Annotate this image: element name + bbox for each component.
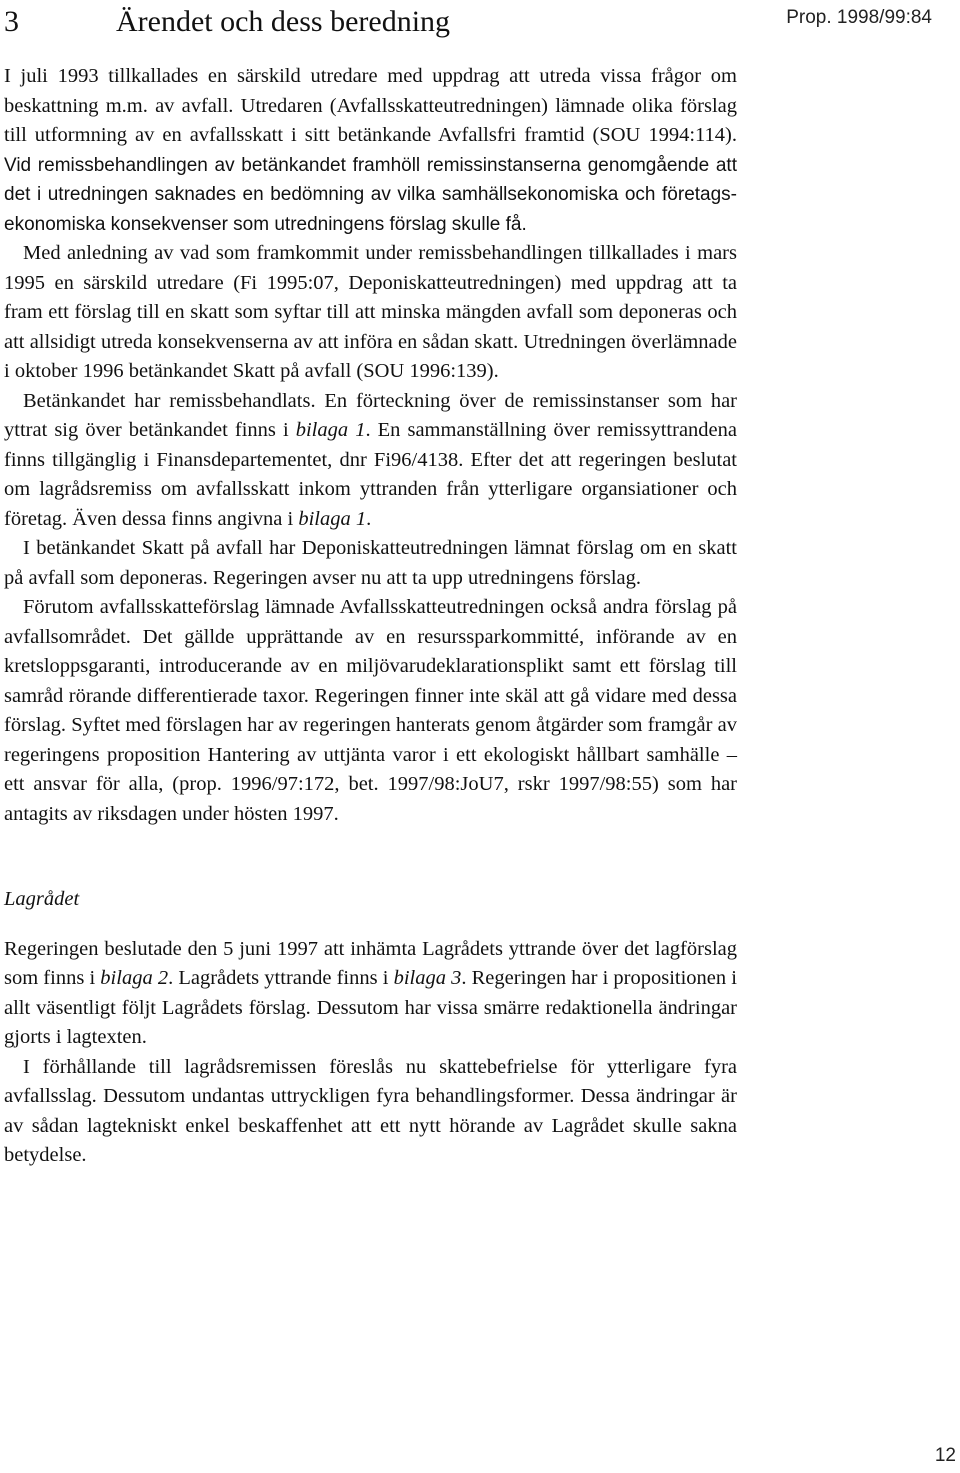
body-paragraph-2: Med anledning av vad som framkommit under remissbehandlingen tillkallades i mars 1995 en särskild utredare (Fi 1995:07, Deponiskatteutredningen) med uppdrag att ta fram ett förslag till en skatt som syftar till att minska mängden avfall som deponeras och att allsidigt utreda konsekvenserna av att införa en sådan skatt. Utredningen överlämnade i oktober 1996 betänkandet Skatt på avfall (SOU 1996:139). bbox=[4, 242, 737, 382]
body-paragraph-5: Förutom avfallsskatteförslag lämnade Avfallsskatteutredningen också andra förslag på avfallsområdet. Det gällde upprättande av en resurssparkommitté, införande av en kretsloppsgaranti, introducerande av en miljövarudeklarationsplikt samt ett förslag till samråd rörande differentierade taxor. Regeringen finner inte skäl att gå vidare med dessa förslag. Syftet med förslagen har av regeringen hanterats genom åtgärder som framgår av regeringens proposition Hantering av uttjänta varor i ett ekologiskt hållbart samhälle – ett ansvar för alla, (prop. 1996/97:172, bet. 1997/98:JoU7, rskr 1997/98:55) som har antagits av riksdagen under hösten 1997. bbox=[4, 596, 737, 825]
lagradet-paragraph-2: I förhållande till lagrådsremissen föreslås nu skattebefrielse för ytterligare fyra avfallsslag. Dessutom undantas uttryckligen fyra behandlingsformer. Dessa ändringar är av sådan lagtekniskt enkel beskaffenhet att ett nytt hörande av Lagrådet skulle sakna betydelse. bbox=[4, 1055, 737, 1166]
body-paragraph-4: I betänkandet Skatt på avfall har Deponiskatteutredningen lämnat förslag om en skatt på avfall som deponeras. Regeringen avser nu att ta upp utredningens förslag. bbox=[4, 537, 737, 589]
attachment-reference: bilaga 1 bbox=[298, 507, 367, 530]
proposition-reference: Prop. 1998/99:84 bbox=[786, 7, 932, 28]
page-number: 12 bbox=[934, 1445, 956, 1466]
body-paragraph-3 bbox=[4, 387, 737, 535]
lagradet-paragraph-1-text-a: Regeringen beslutade den 5 juni 1997 att inhämta Lagrådets yttrande över det lagförslag som finns i bbox=[4, 937, 737, 989]
body-paragraph-1-text: I juli 1993 tillkallades en särskild utredare med uppdrag att utreda vissa frågor om beskattning m.m. av avfall. Utredaren (Avfallsskatteutredningen) lämnade olika förslag till utformning av en avfallsskatt i sitt betänkande Avfallsfri framtid (SOU 1994:114). bbox=[4, 65, 737, 146]
attachment-reference: bilaga 1 bbox=[295, 419, 366, 441]
body-paragraph-1-sans-text: Vid remissbehandlingen av betänkandet framhöll remissinstanserna genomgående att det i utredningen saknades en bedömning av vilka samhällsekonomiska och företagsekonomiska konsekvenser som utredningens förslag skulle få. bbox=[4, 154, 737, 235]
body-paragraph-3-text-c: . bbox=[366, 507, 372, 530]
lagradet-paragraph-1 bbox=[4, 935, 737, 1053]
section-heading-lagradet: Lagrådet bbox=[4, 888, 80, 910]
body-paragraph-3-text-b: . En sammanställning över remissyttrandena finns tillgänglig i Finansdepartementet, dnr Fi96/4138. Efter det att regeringen beslutat om lagrådsremiss om avfallsskatt inkom yttranden från ytterligare organsiationer och företag. Även dessa finns angivna i bbox=[4, 419, 737, 530]
body-paragraph-1 bbox=[4, 62, 737, 239]
document-body bbox=[4, 62, 737, 1171]
lagradet-paragraph-1-text-c: . Regeringen har i propositionen i allt väsentligt följt Lagrådets förslag. Dessutom har vissa smärre redaktionella ändringar gjorts i lagtexten. bbox=[4, 967, 737, 1048]
chapter-title: Ärendet och dess beredning bbox=[116, 5, 451, 38]
attachment-reference: bilaga 2 bbox=[100, 967, 169, 989]
chapter-number: 3 bbox=[4, 5, 19, 38]
attachment-reference: bilaga 3 bbox=[393, 967, 462, 989]
body-paragraph-3-text-a: Betänkandet har remissbehandlats. En förteckning över de remissinstanser som har yttrat sig över betänkandet finns i bbox=[4, 389, 737, 441]
page-header bbox=[0, 0, 960, 52]
lagradet-paragraph-1-text-b: . Lagrådets yttrande finns i bbox=[168, 967, 394, 989]
